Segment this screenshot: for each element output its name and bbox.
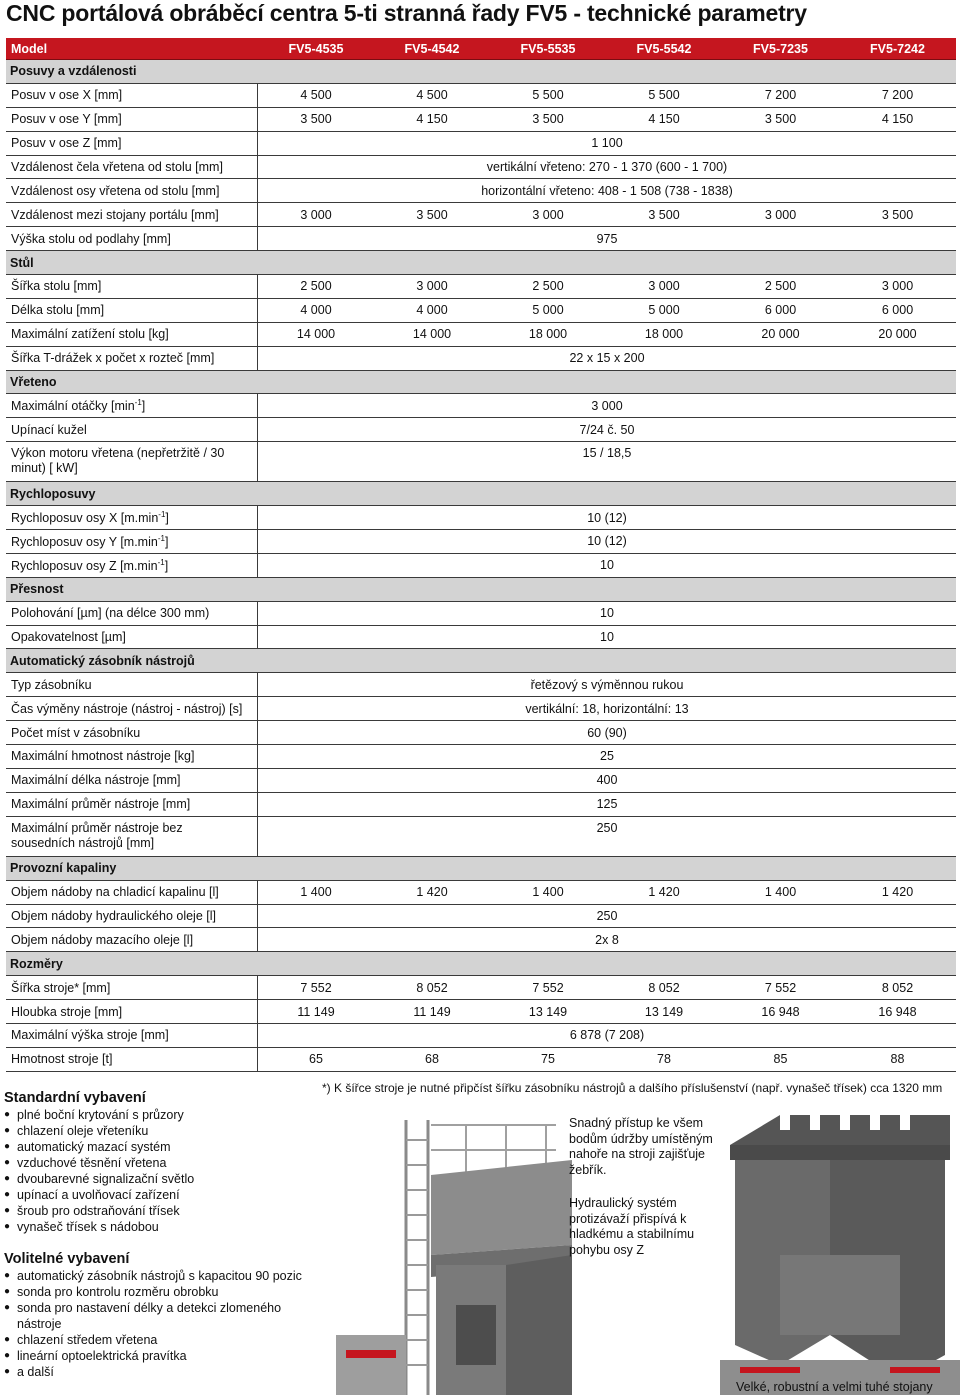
equipment-item: ● automatický zásobník nástrojů s kapacitou 90 pozic	[4, 1268, 304, 1284]
row-value: 3 500	[606, 203, 722, 227]
gantry-machine-image	[336, 1105, 572, 1395]
table-row	[6, 554, 956, 578]
section-row	[6, 371, 956, 395]
row-label: Hloubka stroje [mm]	[6, 1000, 258, 1024]
table-row	[6, 817, 956, 857]
section-title: Provozní kapaliny	[6, 857, 956, 881]
row-label: Délka stolu [mm]	[6, 299, 258, 323]
table-row	[6, 418, 956, 442]
footnote: *) K šířce stroje je nutné připčíst šířku zásobníku nástrojů a dalšího příslušenství (např. vynašeč třísek) cca 1320 mm	[322, 1081, 943, 1095]
equipment-item: ● vzduchové těsnění vřetena	[4, 1155, 304, 1171]
row-label: Šířka stroje* [mm]	[6, 976, 258, 1000]
table-row	[6, 275, 956, 299]
row-value: 2 500	[258, 275, 374, 299]
row-value: 6 000	[722, 299, 839, 323]
standard-equipment	[4, 1090, 304, 1235]
table-row	[6, 84, 956, 108]
table-row	[6, 769, 956, 793]
row-label: Posuv v ose Y [mm]	[6, 108, 258, 132]
row-value: 3 500	[722, 108, 839, 132]
table-row	[6, 156, 956, 180]
table-row	[6, 673, 956, 697]
row-value: 3 000	[839, 275, 956, 299]
row-value-span: řetězový s výměnnou rukou	[258, 673, 956, 697]
row-label: Maximální výška stroje [mm]	[6, 1024, 258, 1048]
header-model-3: FV5-5535	[490, 38, 606, 60]
row-value: 8 052	[606, 976, 722, 1000]
row-value: 2 500	[722, 275, 839, 299]
equipment-item: ● lineární optoelektrická pravítka	[4, 1348, 304, 1364]
ladder-note: Snadný přístup ke všem bodům údržby umístěným nahoře na stroji zajišťuje žebřík.	[569, 1116, 713, 1177]
row-value-span: 7/24 č. 50	[258, 418, 956, 442]
row-value: 3 500	[839, 203, 956, 227]
row-value: 8 052	[839, 976, 956, 1000]
standard-equipment-list	[4, 1107, 304, 1235]
row-value: 1 400	[258, 881, 374, 905]
row-label: Maximální hmotnost nástroje [kg]	[6, 745, 258, 769]
row-label: Výška stolu od podlahy [mm]	[6, 227, 258, 251]
row-value: 75	[490, 1048, 606, 1072]
row-value: 1 420	[606, 881, 722, 905]
row-value: 7 200	[722, 84, 839, 108]
row-value-span: 60 (90)	[258, 721, 956, 745]
row-label: Opakovatelnost [µm]	[6, 626, 258, 650]
optional-equipment	[4, 1251, 304, 1380]
table-row	[6, 530, 956, 554]
row-value: 20 000	[722, 323, 839, 347]
header-model-2: FV5-4542	[374, 38, 490, 60]
row-value: 3 000	[490, 203, 606, 227]
table-row	[6, 976, 956, 1000]
row-value: 65	[258, 1048, 374, 1072]
table-row	[6, 394, 956, 418]
optional-equipment-title: Volitelné vybavení	[4, 1251, 130, 1267]
section-title: Posuvy a vzdálenosti	[6, 60, 956, 84]
equipment-item: ● automatický mazací systém	[4, 1139, 304, 1155]
row-label: Šířka stolu [mm]	[6, 275, 258, 299]
row-value: 3 000	[606, 275, 722, 299]
row-value: 1 400	[490, 881, 606, 905]
table-row	[6, 1024, 956, 1048]
table-row	[6, 905, 956, 929]
table-row	[6, 697, 956, 721]
row-label: Výkon motoru vřetena (nepřetržitě / 30 minut) [ kW]	[6, 442, 258, 482]
row-value: 16 948	[722, 1000, 839, 1024]
row-label: Rychloposuv osy X $[m.\min^{-1}]$	[6, 506, 258, 530]
section-title: Automatický zásobník nástrojů	[6, 649, 956, 673]
row-value: 13 149	[490, 1000, 606, 1024]
row-value: 18 000	[490, 323, 606, 347]
row-value: 7 552	[722, 976, 839, 1000]
section-title: Vřeteno	[6, 371, 956, 395]
row-value-span: vertikální: 18, horizontální: 13	[258, 697, 956, 721]
section-row	[6, 649, 956, 673]
row-value-span: 3 000	[258, 394, 956, 418]
row-value: 5 500	[606, 84, 722, 108]
columns-image	[720, 1105, 960, 1395]
row-value: 85	[722, 1048, 839, 1072]
equipment-item: ● upínací a uvolňovací zařízení	[4, 1187, 304, 1203]
row-label: Rychloposuv osy Y $[m.\min^{-1}]$	[6, 530, 258, 554]
table-row	[6, 179, 956, 203]
row-value-span: 125	[258, 793, 956, 817]
header-model-label: Model	[6, 38, 258, 60]
equipment-item: ● chlazení středem vřetena	[4, 1332, 304, 1348]
row-value: 88	[839, 1048, 956, 1072]
row-label: Polohování [µm] (na délce 300 mm)	[6, 602, 258, 626]
section-row	[6, 60, 956, 84]
row-value-span: 6 878 (7 208)	[258, 1024, 956, 1048]
row-value: 7 200	[839, 84, 956, 108]
row-label: Maximální průměr nástroje bez sousedních nástrojů [mm]	[6, 817, 258, 857]
row-value-span: 25	[258, 745, 956, 769]
header-model-1: FV5-4535	[258, 38, 374, 60]
row-value: 5 000	[606, 299, 722, 323]
row-value-span: 250	[258, 817, 956, 857]
row-value: 16 948	[839, 1000, 956, 1024]
row-label: Šířka T-drážek x počet x rozteč [mm]	[6, 347, 258, 371]
row-value: 3 000	[374, 275, 490, 299]
section-row	[6, 857, 956, 881]
row-label: Posuv v ose Z [mm]	[6, 132, 258, 156]
section-title: Přesnost	[6, 578, 956, 602]
row-value: 4 150	[606, 108, 722, 132]
row-value: 1 400	[722, 881, 839, 905]
row-value: 13 149	[606, 1000, 722, 1024]
row-value-span: 1 100	[258, 132, 956, 156]
row-label: Hmotnost stroje [t]	[6, 1048, 258, 1072]
table-row	[6, 132, 956, 156]
row-value: 1 420	[839, 881, 956, 905]
row-value: 3 500	[374, 203, 490, 227]
header-model-6: FV5-7242	[839, 38, 956, 60]
standard-equipment-title: Standardní vybavení	[4, 1090, 146, 1106]
table-row	[6, 506, 956, 530]
row-value: 68	[374, 1048, 490, 1072]
image-caption: Velké, robustní a velmi tuhé stojany	[736, 1380, 933, 1394]
row-value-span: 10	[258, 602, 956, 626]
equipment-item: ● a další	[4, 1364, 304, 1380]
row-value: 4 000	[374, 299, 490, 323]
row-label: Rychloposuv osy Z $[m.\min^{-1}]$	[6, 554, 258, 578]
row-value-span: 10 (12)	[258, 506, 956, 530]
table-row	[6, 442, 956, 482]
table-header-row	[6, 38, 956, 60]
table-row	[6, 721, 956, 745]
row-value-span: 10	[258, 626, 956, 650]
table-row	[6, 1000, 956, 1024]
row-label: Upínací kužel	[6, 418, 258, 442]
row-label: Vzdálenost osy vřetena od stolu [mm]	[6, 179, 258, 203]
table-row	[6, 881, 956, 905]
equipment-item: ● vynašeč třísek s nádobou	[4, 1219, 304, 1235]
row-value-span: vertikální vřeteno: 270 - 1 370 (600 - 1 700)	[258, 156, 956, 180]
hydraulic-note: Hydraulický systém protizávaží přispívá k hladkému a stabilnímu pohybu osy Z	[569, 1196, 695, 1257]
equipment-item: ● šroub pro odstraňování třísek	[4, 1203, 304, 1219]
section-title: Rychloposuvy	[6, 482, 956, 506]
row-value: 14 000	[374, 323, 490, 347]
table-row	[6, 626, 956, 650]
equipment-item: ● chlazení oleje vřeteníku	[4, 1123, 304, 1139]
row-value: 1 420	[374, 881, 490, 905]
row-value-span: 2x 8	[258, 928, 956, 952]
row-value-span: 15 / 18,5	[258, 442, 956, 482]
section-title: Stůl	[6, 251, 956, 275]
table-row	[6, 745, 956, 769]
row-value: 4 000	[258, 299, 374, 323]
row-value: 11 149	[258, 1000, 374, 1024]
table-row	[6, 793, 956, 817]
row-value: 78	[606, 1048, 722, 1072]
row-value-span: horizontální vřeteno: 408 - 1 508 (738 - 1838)	[258, 179, 956, 203]
row-value-span: 400	[258, 769, 956, 793]
table-row	[6, 347, 956, 371]
row-value: 3 000	[722, 203, 839, 227]
equipment-item: ● sonda pro kontrolu rozměru obrobku	[4, 1284, 304, 1300]
table-row	[6, 108, 956, 132]
row-label: Maximální otáčky $[\min^{-1}]$	[6, 394, 258, 418]
table-row	[6, 1048, 956, 1072]
section-row	[6, 482, 956, 506]
row-label: Počet míst v zásobníku	[6, 721, 258, 745]
row-value: 3 500	[490, 108, 606, 132]
row-label: Objem nádoby mazacího oleje [l]	[6, 928, 258, 952]
page-title: CNC portálová obráběcí centra 5-ti stranná řady FV5 - technické parametry	[6, 0, 807, 26]
table-row	[6, 928, 956, 952]
row-label: Maximální zatížení stolu [kg]	[6, 323, 258, 347]
row-value-span: 975	[258, 227, 956, 251]
row-value-span: 22 x 15 x 200	[258, 347, 956, 371]
row-label: Vzdálenost mezi stojany portálu [mm]	[6, 203, 258, 227]
row-value: 20 000	[839, 323, 956, 347]
spec-table	[6, 38, 956, 1072]
table-row	[6, 323, 956, 347]
row-value-span: 10	[258, 554, 956, 578]
equipment-item: ● sonda pro nastavení délky a detekci zlomeného nástroje	[4, 1300, 304, 1332]
equipment-item: ● plné boční krytování s průzory	[4, 1107, 304, 1123]
table-row	[6, 602, 956, 626]
row-value-span: 250	[258, 905, 956, 929]
row-value: 4 500	[374, 84, 490, 108]
table-row	[6, 227, 956, 251]
row-value: 4 150	[839, 108, 956, 132]
row-label: Posuv v ose X [mm]	[6, 84, 258, 108]
section-row	[6, 251, 956, 275]
row-value: 4 500	[258, 84, 374, 108]
optional-equipment-list	[4, 1268, 304, 1380]
row-label: Typ zásobníku	[6, 673, 258, 697]
row-value: 2 500	[490, 275, 606, 299]
row-value: 5 000	[490, 299, 606, 323]
row-value: 7 552	[258, 976, 374, 1000]
row-value: 3 000	[258, 203, 374, 227]
table-row	[6, 299, 956, 323]
row-label: Objem nádoby hydraulického oleje [l]	[6, 905, 258, 929]
section-row	[6, 952, 956, 976]
row-value: 3 500	[258, 108, 374, 132]
row-value: 8 052	[374, 976, 490, 1000]
equipment-item: ● dvoubarevné signalizační světlo	[4, 1171, 304, 1187]
row-value: 18 000	[606, 323, 722, 347]
row-label: Objem nádoby na chladicí kapalinu [l]	[6, 881, 258, 905]
row-label: Čas výměny nástroje (nástroj - nástroj) [s]	[6, 697, 258, 721]
row-value: 7 552	[490, 976, 606, 1000]
header-model-5: FV5-7235	[722, 38, 839, 60]
row-label: Vzdálenost čela vřetena od stolu [mm]	[6, 156, 258, 180]
section-row	[6, 578, 956, 602]
row-label: Maximální délka nástroje [mm]	[6, 769, 258, 793]
row-label: Maximální průměr nástroje [mm]	[6, 793, 258, 817]
row-value: 11 149	[374, 1000, 490, 1024]
table-row	[6, 203, 956, 227]
row-value: 4 150	[374, 108, 490, 132]
row-value-span: 10 (12)	[258, 530, 956, 554]
section-title: Rozměry	[6, 952, 956, 976]
header-model-4: FV5-5542	[606, 38, 722, 60]
row-value: 5 500	[490, 84, 606, 108]
row-value: 6 000	[839, 299, 956, 323]
row-value: 14 000	[258, 323, 374, 347]
